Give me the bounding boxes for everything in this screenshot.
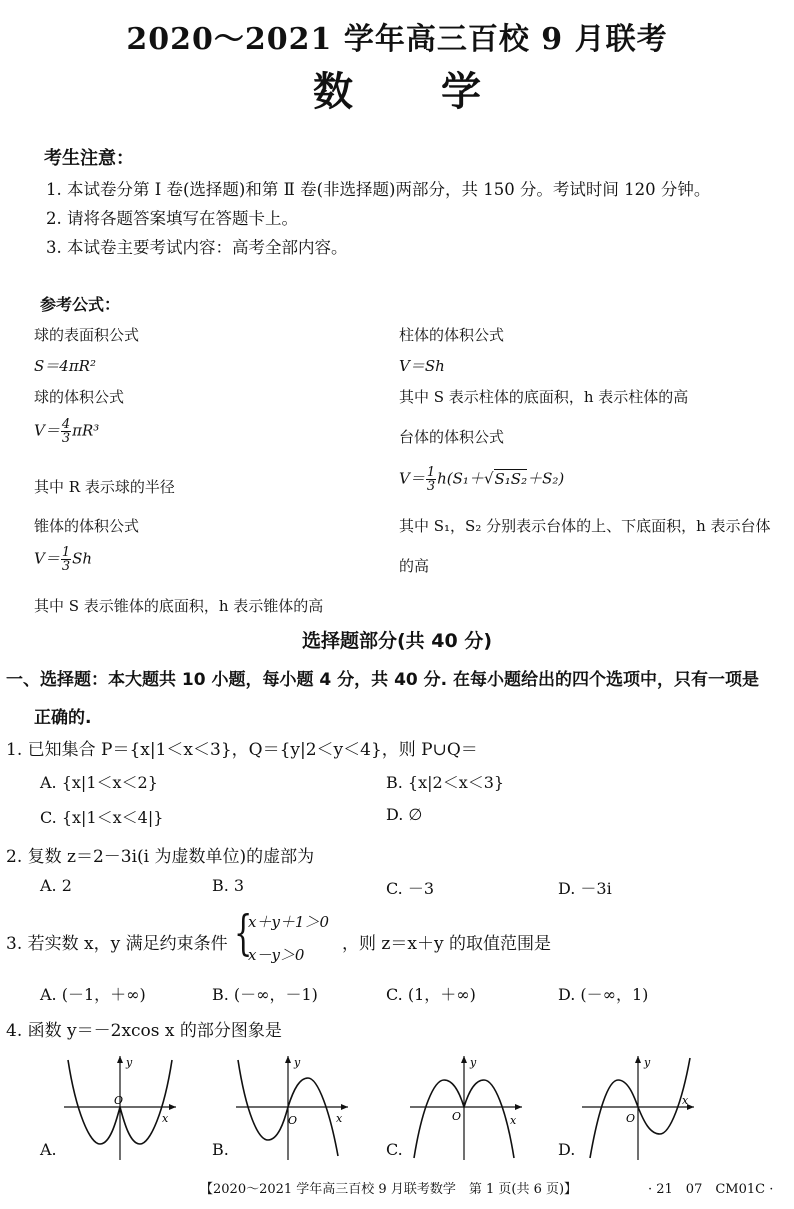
- prism-desc: 其中 S 表示柱体的底面积，h 表示柱体的高: [399, 388, 689, 406]
- q4-stem: 4. 函数 y＝－2xcos x 的部分图象是: [6, 1021, 282, 1041]
- q2-option-c: C. －3: [386, 879, 435, 898]
- subject-char-1: 数: [313, 68, 353, 115]
- sphere-desc: 其中 R 表示球的半径: [34, 478, 175, 496]
- frustum-formula: V＝ $\frac{1}{3}$ h(S₁＋√S₁S₂＋S₂): [399, 465, 565, 494]
- frustum-label: 台体的体积公式: [399, 428, 505, 446]
- q4-graph-a: [60, 1052, 180, 1162]
- x-axis-label: x: [682, 1094, 689, 1107]
- q4-graph-b: [232, 1052, 352, 1162]
- cone-formula: V＝ $\frac{1}{3}$ Sh: [34, 545, 93, 574]
- subject-title: [0, 60, 794, 117]
- q3-option-b: B. (－∞，－1): [212, 985, 318, 1004]
- y-axis-label: y: [126, 1056, 133, 1069]
- q3-stem-post: ，则 z＝x＋y 的取值范围是: [342, 934, 551, 954]
- frustum-desc-2: 的高: [399, 557, 430, 575]
- notice-item-3: 3. 本试卷主要考试内容：高考全部内容。: [46, 238, 348, 257]
- formulas-title: 参考公式：: [40, 295, 121, 314]
- q3-option-d: D. (－∞，1): [558, 985, 649, 1004]
- q1-option-d: D. ∅: [386, 805, 423, 824]
- origin-label: O: [288, 1114, 298, 1127]
- system-brace: {: [234, 905, 253, 961]
- part-instructions-1: 一、选择题：本大题共 10 小题，每小题 4 分，共 40 分. 在每小题给出的四个选项中，只有一项是: [6, 670, 760, 690]
- y-axis-label: y: [644, 1056, 651, 1069]
- part-instructions-2: 正确的.: [34, 708, 92, 728]
- footer-code: · 21 07 CM01C ·: [648, 1182, 774, 1197]
- q1-option-a: A. {x|1＜x＜2}: [40, 773, 158, 792]
- notice-item-2: 2. 请将各题答案填写在答题卡上。: [46, 209, 298, 228]
- q4-option-a: A.: [40, 1140, 57, 1159]
- q1-option-b: B. {x|2＜x＜3}: [386, 773, 505, 792]
- cone-desc: 其中 S 表示锥体的底面积，h 表示锥体的高: [34, 597, 324, 615]
- sphere-vol-label: 球的体积公式: [34, 388, 125, 406]
- frustum-desc-1: 其中 S₁，S₂ 分别表示台体的上、下底面积，h 表示台体: [399, 517, 771, 535]
- x-axis-label: x: [510, 1114, 517, 1127]
- subject-char-2: 学: [441, 68, 481, 115]
- sphere-vol-formula: V＝ $\frac{4}{3}$ πR³: [34, 417, 100, 446]
- notice-item-1: 1. 本试卷分第 Ⅰ 卷(选择题)和第 Ⅱ 卷(非选择题)两部分，共 150 分。考试时间 120 分钟。: [46, 180, 711, 199]
- cone-label: 锥体的体积公式: [34, 517, 140, 535]
- notice-title: 考生注意：: [44, 148, 134, 169]
- sphere-area-label: 球的表面积公式: [34, 326, 140, 344]
- sphere-area-formula: S＝4πR²: [34, 357, 96, 375]
- q3-constraint-1: x＋y＋1＞0: [248, 913, 330, 931]
- origin-label: O: [452, 1110, 462, 1123]
- origin-label: O: [626, 1112, 636, 1125]
- fraction: $\frac{1}{3}$: [61, 545, 71, 574]
- origin-label: O: [114, 1094, 124, 1107]
- fraction: $\frac{4}{3}$: [61, 417, 71, 446]
- q4-option-b: B.: [212, 1140, 229, 1159]
- y-axis-label: y: [294, 1056, 301, 1069]
- x-axis-label: x: [162, 1112, 169, 1125]
- fraction: $\frac{1}{3}$: [426, 465, 436, 494]
- q4-graph-c: [406, 1052, 526, 1162]
- x-axis-label: x: [336, 1112, 343, 1125]
- q2-option-d: D. －3i: [558, 879, 612, 898]
- q3-constraint-2: x－y＞0: [248, 946, 305, 964]
- q4-option-c: C.: [386, 1140, 403, 1159]
- sqrt-term: S₁S₂: [494, 469, 528, 488]
- section-title: 选择题部分(共 40 分): [301, 630, 493, 652]
- q1-option-c: C. {x|1＜x＜4|}: [40, 808, 164, 827]
- q3-stem-pre: 3. 若实数 x，y 满足约束条件: [6, 934, 228, 954]
- prism-label: 柱体的体积公式: [399, 326, 505, 344]
- q2-option-b: B. 3: [212, 876, 245, 895]
- q3-option-a: A. (－1，＋∞): [40, 985, 146, 1004]
- q4-option-d: D.: [558, 1140, 576, 1159]
- q4-graph-d: [578, 1052, 698, 1162]
- q3-option-c: C. (1，＋∞): [386, 985, 476, 1004]
- exam-title: 2020～2021 学年高三百校 9 月联考: [126, 22, 668, 57]
- y-axis-label: y: [470, 1056, 477, 1069]
- q2-option-a: A. 2: [40, 876, 72, 895]
- prism-formula: V＝Sh: [399, 357, 445, 375]
- page-footer: 【2020～2021 学年高三百校 9 月联考数学 第 1 页(共 6 页)】: [200, 1182, 578, 1197]
- q1-stem: 1. 已知集合 P＝{x|1＜x＜3}，Q＝{y|2＜y＜4}，则 P∪Q＝: [6, 740, 478, 760]
- q2-stem: 2. 复数 z＝2－3i(i 为虚数单位)的虚部为: [6, 847, 315, 867]
